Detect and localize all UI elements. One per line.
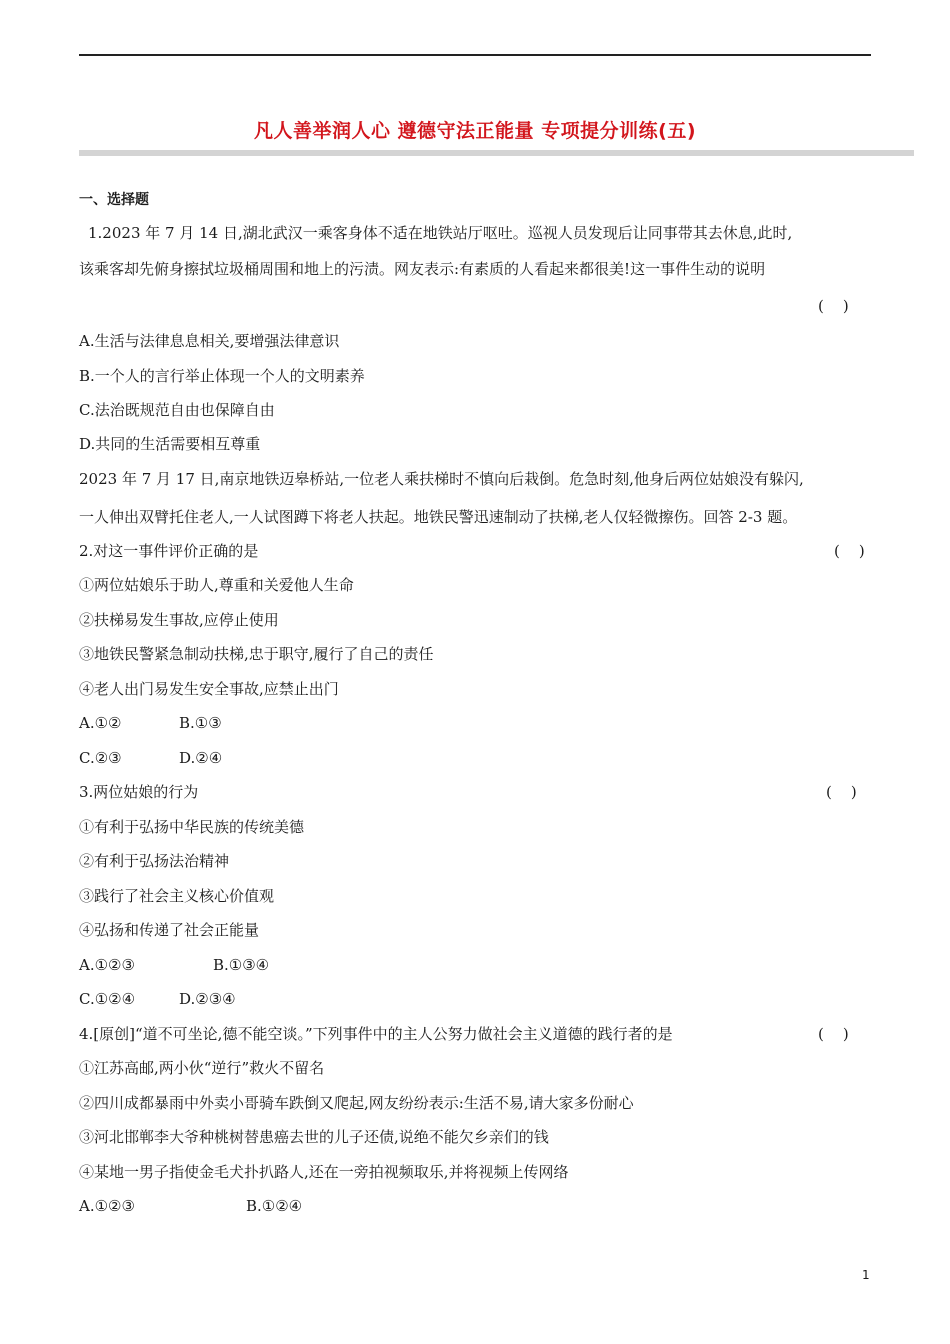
q2-item-4: ④老人出门易发生安全事故,应禁止出门 bbox=[79, 680, 339, 698]
q4-answer-paren: ( ) bbox=[818, 1025, 849, 1043]
q3-option-b: B.①③④ bbox=[213, 956, 270, 974]
top-rule bbox=[79, 54, 871, 56]
q4-item-1: ①江苏高邮,两小伙“逆行”救火不留名 bbox=[79, 1059, 325, 1077]
q3-option-c: C.①②④ bbox=[79, 990, 136, 1008]
q3-item-2: ②有利于弘扬法治精神 bbox=[79, 852, 230, 870]
q4-stem: 4.[原创]“道不可坐论,德不能空谈。”下列事件中的主人公努力做社会主义道德的践行者的是 bbox=[79, 1025, 673, 1043]
q1-stem-line-1: 1.2023 年 7 月 14 日,湖北武汉一乘客身体不适在地铁站厅呕吐。巡视人员发现后让同事带其去休息,此时, bbox=[88, 224, 793, 242]
q1-option-a: A.生活与法律息息相关,要增强法律意识 bbox=[79, 332, 340, 350]
page-number: 1 bbox=[862, 1268, 870, 1282]
q4-item-2: ②四川成都暴雨中外卖小哥骑车跌倒又爬起,网友纷纷表示:生活不易,请大家多份耐心 bbox=[79, 1094, 634, 1112]
q1-stem-line-2: 该乘客却先俯身擦拭垃圾桶周围和地上的污渍。网友表示:有素质的人看起来都很美!这一事件生动的说明 bbox=[79, 260, 766, 278]
q2-option-d: D.②④ bbox=[179, 749, 223, 767]
q4-item-3: ③河北邯郸李大爷种桃树替患癌去世的儿子还债,说绝不能欠乡亲们的钱 bbox=[79, 1128, 549, 1146]
material-line-2: 一人伸出双臂托住老人,一人试图蹲下将老人扶起。地铁民警迅速制动了扶梯,老人仅轻微擦伤。回答 2-3 题。 bbox=[79, 508, 798, 526]
q3-stem: 3.两位姑娘的行为 bbox=[79, 783, 199, 801]
page-title: 凡人善举润人心 遵德守法正能量 专项提分训练(五) bbox=[253, 120, 697, 142]
q4-option-a: A.①②③ bbox=[79, 1197, 135, 1215]
title-underline-bar bbox=[79, 150, 914, 156]
q3-option-d: D.②③④ bbox=[179, 990, 236, 1008]
q1-option-d: D.共同的生活需要相互尊重 bbox=[79, 435, 261, 453]
section-heading: 一、选择题 bbox=[79, 192, 149, 208]
q2-item-3: ③地铁民警紧急制动扶梯,忠于职守,履行了自己的责任 bbox=[79, 645, 434, 663]
q3-item-1: ①有利于弘扬中华民族的传统美德 bbox=[79, 818, 305, 836]
q3-option-a: A.①②③ bbox=[79, 956, 135, 974]
q4-item-4: ④某地一男子指使金毛犬扑扒路人,还在一旁拍视频取乐,并将视频上传网络 bbox=[79, 1163, 569, 1181]
q1-answer-paren: ( ) bbox=[818, 297, 849, 315]
q3-item-3: ③践行了社会主义核心价值观 bbox=[79, 887, 275, 905]
q1-option-c: C.法治既规范自由也保障自由 bbox=[79, 401, 275, 419]
q3-answer-paren: ( ) bbox=[826, 783, 857, 801]
q3-item-4: ④弘扬和传递了社会正能量 bbox=[79, 921, 260, 939]
q2-stem: 2.对这一事件评价正确的是 bbox=[79, 542, 259, 560]
q2-item-1: ①两位姑娘乐于助人,尊重和关爱他人生命 bbox=[79, 576, 354, 594]
q2-option-c: C.②③ bbox=[79, 749, 122, 767]
q2-answer-paren: ( ) bbox=[834, 542, 865, 560]
q2-option-a: A.①② bbox=[79, 714, 122, 732]
q1-option-b: B.一个人的言行举止体现一个人的文明素养 bbox=[79, 367, 365, 385]
q4-option-b: B.①②④ bbox=[246, 1197, 303, 1215]
q2-item-2: ②扶梯易发生事故,应停止使用 bbox=[79, 611, 279, 629]
q2-option-b: B.①③ bbox=[179, 714, 222, 732]
material-line-1: 2023 年 7 月 17 日,南京地铁迈皋桥站,一位老人乘扶梯时不慎向后栽倒。危急时刻,他身后两位姑娘没有躲闪, bbox=[79, 470, 804, 488]
